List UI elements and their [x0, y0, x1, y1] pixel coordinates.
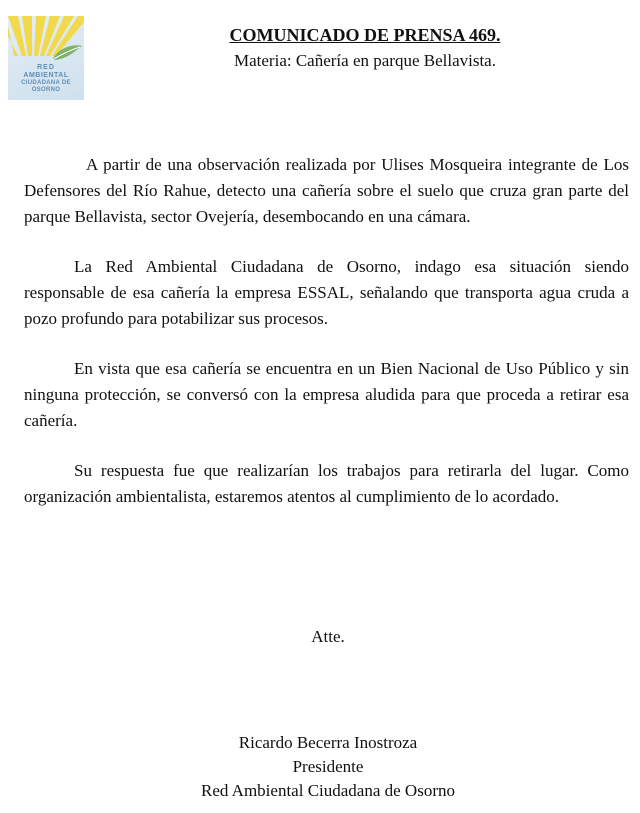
press-release-subject: Materia: Cañería en parque Bellavista. [234, 51, 496, 70]
body-paragraph-2: La Red Ambiental Ciudadana de Osorno, indago esa situación siendo responsable de esa cañería la empresa ESSAL, señalando que transporta agua cruda a pozo profundo para potabilizar sus procesos. [24, 257, 629, 328]
body-paragraph-4: Su respuesta fue que realizarían los trabajos para retirarla del lugar. Como organización ambientalista, estaremos atentos al cumplimiento de lo acordado. [24, 461, 629, 506]
signature-block [0, 731, 640, 803]
press-release-title: COMUNICADO DE PRENSA 469. [229, 25, 501, 45]
press-release-body [24, 152, 629, 534]
signer-organization: Red Ambiental Ciudadana de Osorno [200, 781, 455, 800]
body-paragraph-1: A partir de una observación realizada por Ulises Mosqueira integrante de Los Defensores del Río Rahue, detecto una cañería sobre el suelo que cruza gran parte del parque Bellavista, sector Ovejería, desembocando en una cámara. [24, 155, 629, 226]
organization-logo [8, 16, 84, 100]
logo-text-line-2: AMBIENTAL [23, 72, 69, 79]
body-paragraph-3: En vista que esa cañería se encuentra en un Bien Nacional de Uso Público y sin ninguna protección, se conversó con la empresa aludida para que proceda a retirar esa cañería. [24, 359, 629, 430]
logo-text-line-4: OSORNO [31, 87, 61, 93]
logo-text-line-3: CIUDADANA DE [21, 80, 71, 86]
signer-name: Ricardo Becerra Inostroza [238, 733, 418, 752]
logo-text-line-1: RED [37, 64, 55, 71]
closing-salutation: Atte. [311, 627, 345, 646]
signer-role: Presidente [292, 757, 364, 776]
